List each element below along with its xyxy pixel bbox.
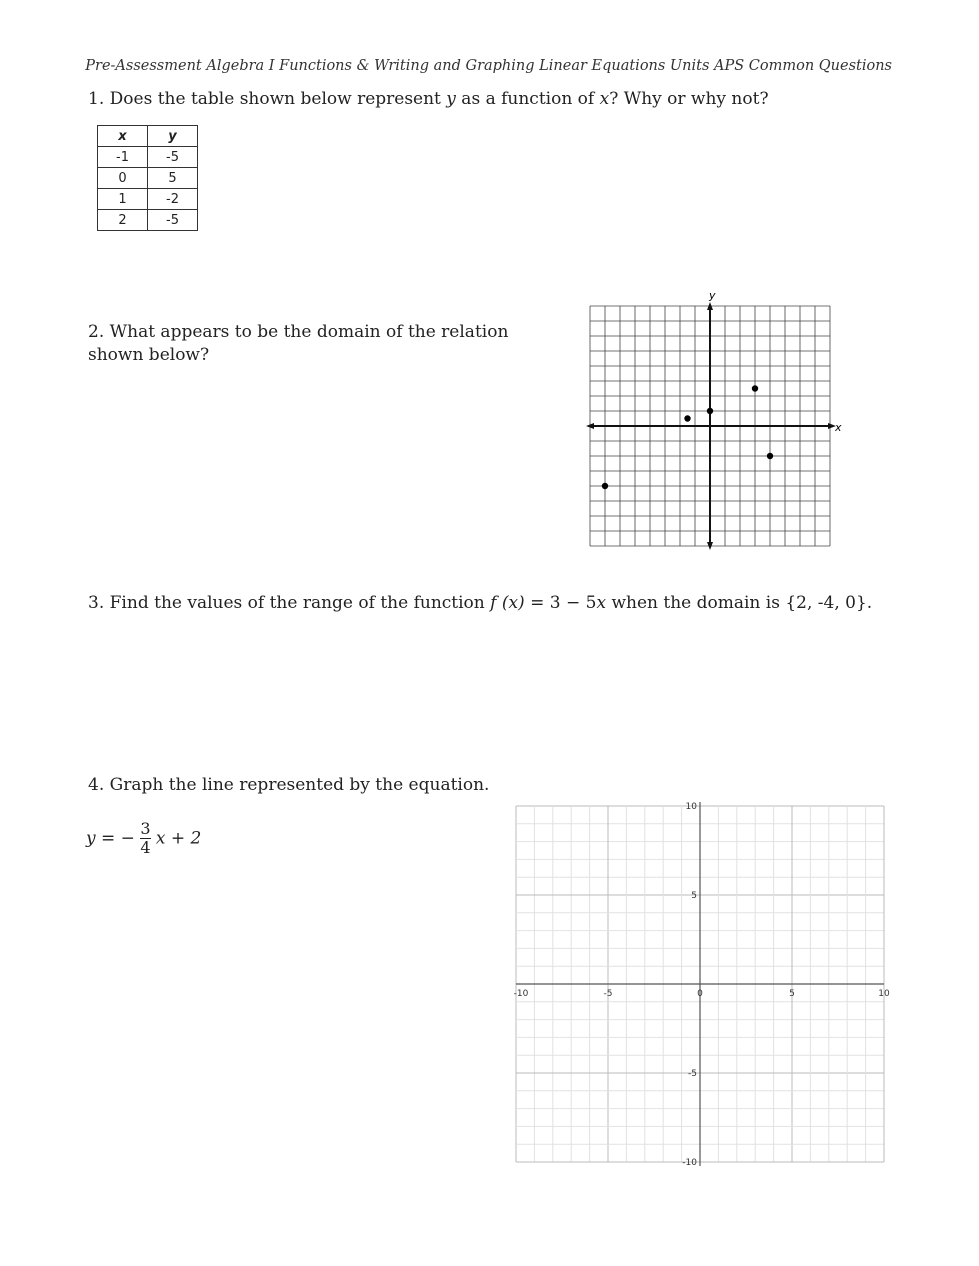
- q1-text-mid: as a function of: [455, 89, 600, 109]
- x-tick-label: 10: [878, 989, 890, 999]
- q2-text: What appears to be the domain of the relation shown below?: [88, 322, 509, 365]
- table-cell: 1: [98, 189, 148, 210]
- plane-tick-labels: [514, 802, 890, 1168]
- q4-text: Graph the line represented by the equation.: [109, 775, 490, 795]
- table-cell: 0: [98, 168, 148, 189]
- q1-var-y: y: [446, 89, 456, 109]
- table-cell: -1: [98, 147, 148, 168]
- y-tick-label: 5: [691, 891, 697, 901]
- q3-function: f (x): [490, 593, 525, 613]
- table-cell: 2: [98, 210, 148, 231]
- table-cell: -5: [148, 210, 198, 231]
- q3-number: 3.: [88, 593, 105, 613]
- question-4: [88, 774, 489, 797]
- q3-equation: = 3 − 5: [524, 593, 597, 613]
- x-tick-label: 5: [789, 989, 795, 999]
- q1-text-post: ? Why or why not?: [609, 89, 769, 109]
- xy-table: [97, 125, 198, 231]
- table-header-y: y: [148, 126, 198, 147]
- x-tick-label: -5: [603, 989, 613, 999]
- question-1: [88, 88, 769, 111]
- coordinate-plane[interactable]: [510, 800, 890, 1176]
- fraction-numerator: 3: [140, 819, 151, 838]
- x-axis-label: x: [835, 421, 842, 434]
- equation-fraction: [140, 820, 150, 857]
- table-header-row: [98, 126, 198, 147]
- y-tick-label: -10: [682, 1158, 697, 1168]
- q1-number: 1.: [88, 89, 105, 109]
- question-2: [88, 321, 558, 367]
- data-point: [602, 483, 608, 489]
- relation-points: [602, 385, 773, 489]
- q4-equation: [86, 820, 201, 857]
- page-header: Pre-Assessment Algebra I Functions & Writing and Graphing Linear Equations Units APS Common Questions: [85, 58, 892, 74]
- data-point: [707, 408, 713, 414]
- data-point: [684, 415, 690, 421]
- table-cell: -5: [148, 147, 198, 168]
- equation-lhs: y = −: [86, 828, 135, 849]
- table-row: [98, 168, 198, 189]
- table-cell: -2: [148, 189, 198, 210]
- relation-graph: [580, 284, 850, 554]
- q3-text-pre: Find the values of the range of the function: [109, 593, 491, 613]
- q3-text-post: when the domain is {2, -4, 0}.: [606, 593, 873, 613]
- table-cell: 5: [148, 168, 198, 189]
- y-tick-label: 10: [685, 802, 697, 812]
- q3-var: x: [596, 593, 607, 613]
- q2-number: 2.: [88, 322, 105, 342]
- x-tick-label: -10: [513, 989, 529, 999]
- q1-var-x: x: [599, 89, 610, 109]
- table-row: [98, 189, 198, 210]
- q4-number: 4.: [88, 775, 105, 795]
- y-axis-label: y: [709, 289, 716, 302]
- x-tick-label: 0: [697, 989, 703, 999]
- relation-axes: [586, 302, 836, 550]
- data-point: [752, 385, 758, 391]
- table-header-x: x: [98, 126, 148, 147]
- table-row: [98, 147, 198, 168]
- q1-text-pre: Does the table shown below represent: [109, 89, 447, 109]
- fraction-denominator: 4: [140, 838, 151, 857]
- question-3: [88, 592, 872, 615]
- equation-rhs: x + 2: [155, 828, 202, 849]
- y-tick-label: -5: [688, 1069, 697, 1079]
- table-row: [98, 210, 198, 231]
- data-point: [767, 453, 773, 459]
